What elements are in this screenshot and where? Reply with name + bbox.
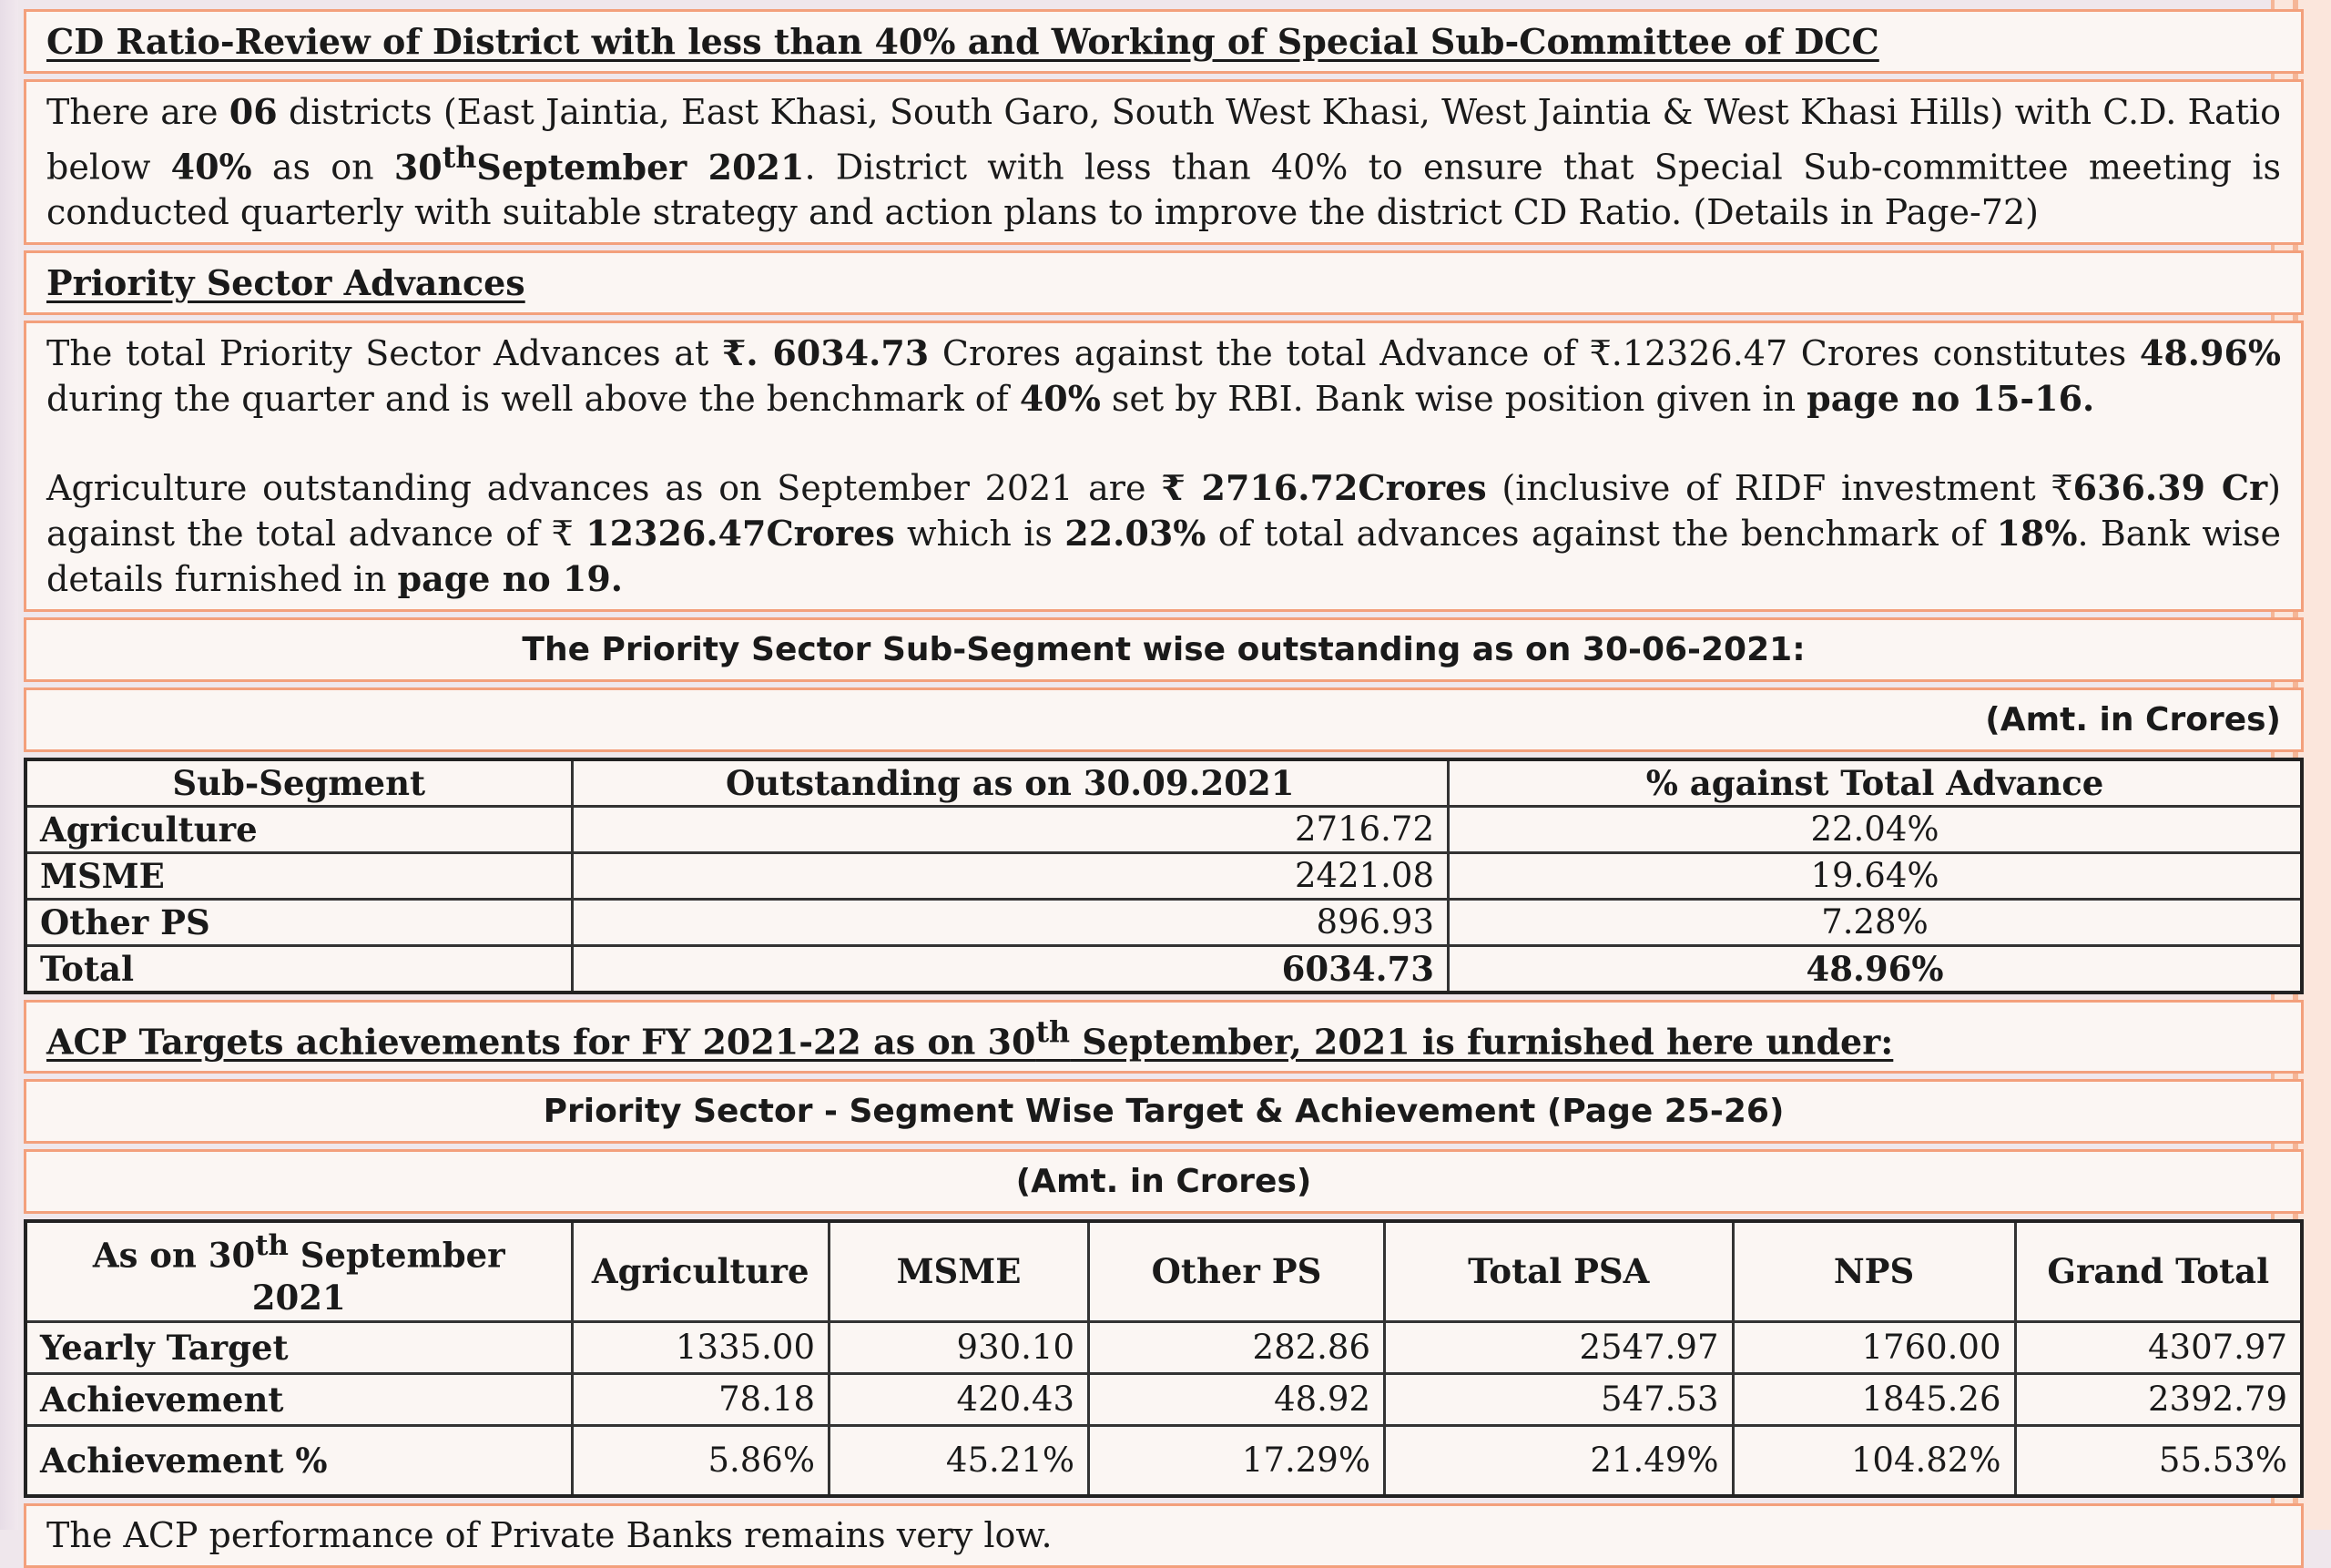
column-header: MSME [830, 1221, 1089, 1321]
document-page [24, 9, 2304, 1568]
left-margin [0, 0, 18, 1530]
cd-ratio-paragraph: There are 06 districts (East Jaintia, East Khasi, South Garo, South West Khasi, West Jaintia & West Khasi Hills) with C.D. Ratio below 40% as on 30thSeptember 2021. District with less than 40% to ensure that Special Sub-committee meeting is conducted quarterly with suitable strategy and action plans to improve the district CD Ratio. (Details in Page-72) [24, 79, 2304, 245]
acp-note: The ACP performance of Private Banks remains very low. [24, 1503, 2304, 1568]
table-row: Achievement % 5.86% 45.21% 17.29% 21.49% 104.82% 55.53% [25, 1425, 2302, 1496]
column-header: Grand Total [2015, 1221, 2302, 1321]
subsegment-title: The Priority Sector Sub-Segment wise outstanding as on 30-06-2021: [24, 617, 2304, 682]
table-header-row [25, 759, 2302, 807]
column-header: Sub-Segment [25, 759, 572, 807]
column-header: % against Total Advance [1449, 759, 2303, 807]
column-header: Other PS [1089, 1221, 1385, 1321]
table-row: MSME 2421.08 19.64% [25, 852, 2302, 899]
table-total-row: Total 6034.73 48.96% [25, 945, 2302, 993]
subsegment-unit: (Amt. in Crores) [24, 687, 2304, 752]
acp-unit: (Amt. in Crores) [24, 1149, 2304, 1214]
table-header-row [25, 1221, 2302, 1321]
column-header: NPS [1733, 1221, 2015, 1321]
agriculture-paragraph: Agriculture outstanding advances as on September 2021 are ₹ 2716.72Crores (inclusive of RIDF investment ₹636.39 Cr) against the total advance of ₹ 12326.47Crores which is 22.03% of total advances against the benchmark of 18%. Bank wise details furnished in page no 19. [46, 466, 2281, 599]
subsegment-table [24, 758, 2304, 994]
acp-subtitle: Priority Sector - Segment Wise Target & Achievement (Page 25-26) [24, 1079, 2304, 1144]
column-header: Total PSA [1385, 1221, 1734, 1321]
table-row: Agriculture 2716.72 22.04% [25, 806, 2302, 852]
corner-header: As on 30th September 2021 [25, 1221, 572, 1321]
priority-sector-paragraphs [24, 321, 2304, 612]
psa-paragraph: The total Priority Sector Advances at ₹. 6034.73 Crores against the total Advance of ₹.12326.47 Crores constitutes 48.96% during the quarter and is well above the benchmark of 40% set by RBI. Bank wise position given in page no 15-16. [46, 331, 2282, 419]
table-row: Achievement 78.18 420.43 48.92 547.53 1845.26 2392.79 [25, 1373, 2302, 1425]
acp-table [24, 1219, 2304, 1497]
table-row: Other PS 896.93 7.28% [25, 899, 2302, 945]
table-row: Yearly Target 1335.00 930.10 282.86 2547.97 1760.00 4307.97 [25, 1321, 2302, 1373]
cd-ratio-heading: CD Ratio-Review of District with less than 40% and Working of Special Sub-Committee of DCC [24, 9, 2304, 74]
column-header: Outstanding as on 30.09.2021 [572, 759, 1449, 807]
priority-sector-heading: Priority Sector Advances [24, 250, 2304, 315]
column-header: Agriculture [572, 1221, 830, 1321]
acp-heading: ACP Targets achievements for FY 2021-22 as on 30th September, 2021 is furnished here under: [24, 1000, 2304, 1074]
